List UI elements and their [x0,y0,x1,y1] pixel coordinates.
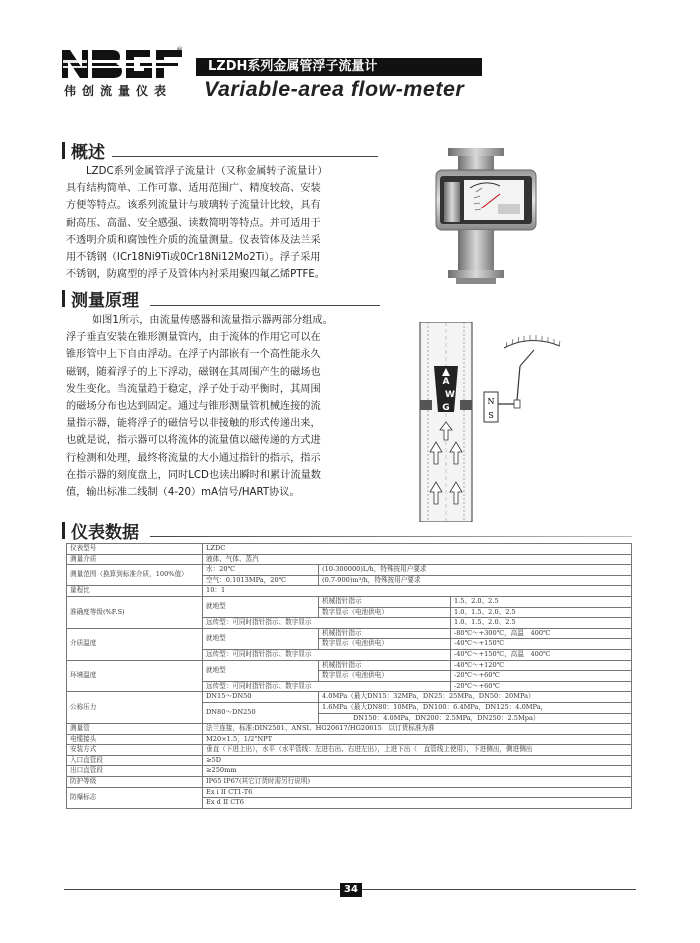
cell-value: 1.0、1.5、2.0、2.5 [451,607,632,618]
title-en: Variable-area flow-meter [204,78,465,101]
cell-sub: 机械指针指示 [319,660,451,671]
cell-value: 法兰连接，标准:DIN2501、ANSI、HG20617/HG20615 以订货标准为准 [203,724,632,735]
overview-line: 用不锈钢（ICr18Ni9Ti或0Cr18Ni12Mo2Ti）。浮子采用 [66,252,321,264]
cell-label: 安装方式 [67,745,203,756]
cell-value: -80℃～+300℃，高温 400℃ [451,628,632,639]
spec-table [66,543,632,809]
cell-value: -40℃～+150℃，高温 400℃ [451,649,632,660]
cell-value: M20×1.5，1/2"NPT [203,734,632,745]
table-row [67,596,632,607]
table-row [67,660,632,671]
label-g: G [442,403,450,413]
heading-bar [62,290,65,307]
cell-sub: 数字显示（电池供电） [319,671,451,682]
table-row [67,692,632,703]
cell-value: Ex d II CT6 [203,798,632,809]
label-s: S [488,411,494,420]
cell-label: 测量范围（换算到标准介质，100%值） [67,565,203,586]
table-row [67,628,632,639]
cell-sub: 空气：0.1013MPa，20℃ [203,575,319,586]
overview-line: 不透明介质和腐蚀性介质的流量测量。仪表管体及法兰采 [66,234,321,246]
overview-line: 具有结构简单、工作可靠、适用范围广、精度较高、安装 [66,183,321,195]
cell-value: ≥5D [203,755,632,766]
table-row [67,766,632,777]
cell-label: 量程比 [67,586,203,597]
overview-paragraph [66,163,380,283]
principle-line: 浮子垂直安装在锥形测量管内，由于流体的作用它可以在 [66,332,321,344]
cell-sub: 机械指针指示 [319,628,451,639]
cell-value: Ex i II CT1-T6 [203,787,632,798]
cell-label: 出口直管段 [67,766,203,777]
cell-label: 环境温度 [67,660,203,692]
principle-title: 测量原理 [71,291,139,311]
cell-sub: 就地型 [203,660,319,681]
table-row [67,745,632,756]
principle-line: 锥形管中上下自由浮动。在浮子内部嵌有一个高性能永久 [66,349,321,361]
principle-heading [62,286,139,311]
cell-sub: 远传型：可同时指针指示、数字显示 [203,681,451,692]
principle-line: 也就是说，指示器可以将流体的流量值以磁传递的方式进 [66,435,321,447]
principle-line: 值，输出标准二线制（4-20）mA信号/HART协议。 [66,487,300,499]
table-row [67,755,632,766]
flowmeter-photo [430,148,542,288]
cell-value: 1.5、2.0、2.5 [451,596,632,607]
overview-heading [62,138,105,163]
label-a: A [442,377,450,387]
page-number: 34 [340,883,362,897]
principle-line: 的磁场分布也达到固定。通过与锥形测量管机械连接的流 [66,401,321,413]
table-row [67,734,632,745]
cell-value: -20℃～+60℃ [451,671,632,682]
principle-paragraph [66,312,380,501]
principle-line: 量指示器，能将浮子的磁信号以非接触的形式传递出来， [66,418,321,430]
cell-value: IP65 IP67(其它订货时需另行说明) [203,777,632,788]
label-n: N [487,397,495,406]
cell-sub: 数字显示（电池供电） [319,607,451,618]
overview-line: 方便等特点。该系列流量计与玻璃转子流量计比较，具有 [66,200,321,212]
cell-value: 1.0、1.5、2.0、2.5 [451,618,632,629]
cell-sub: 水：20℃ [203,565,319,576]
overview-line: 不锈钢，防腐型的浮子及管体内衬采用聚四氟乙烯PTFE。 [66,269,325,281]
table-row [67,565,632,576]
cell-label: 介质温度 [67,628,203,660]
cell-value: DN150：4.0MPa，DN200：2.5MPa，DN250：2.5Mpa） [319,713,632,724]
specs-title: 仪表数据 [71,523,139,543]
principle-line: 发生变化。当流量趋于稳定，浮子处于动平衡时，其周围 [66,383,321,395]
overview-line: LZDC系列金属管浮子流量计（又称金属转子流量计） [86,166,328,177]
principle-line: 如图1所示，由流量传感器和流量指示器两部分组成。 [92,315,333,326]
cell-sub: 就地型 [203,628,319,649]
cell-sub: DN15～DN50 [203,692,319,703]
principle-line: 行检测和处理，最终将流量的大小通过指针的指示，指示 [66,452,321,464]
cell-sub: 远传型：可同时指针指示、数字显示 [203,649,451,660]
cell-sub: 远传型：可同时指针指示、数字显示 [203,618,451,629]
cell-label: 公称压力 [67,692,203,724]
heading-bar [62,142,65,159]
company-name: 伟创流量仪表 [64,84,173,98]
cell-label: 准确度等级(%F.S) [67,596,203,628]
cell-value: 液体、气体、蒸汽 [203,554,632,565]
cell-label: 测量介质 [67,554,203,565]
specs-heading [62,518,139,543]
principle-line: 在指示器的刻度盘上，同时LCD也读出瞬时和累计流量数 [66,469,321,481]
table-row [67,777,632,788]
cell-value: 1.6MPa（最大DN80：10MPa，DN100：6.4MPa，DN125：4.0MPa， [319,702,632,713]
cell-sub: 机械指针指示 [319,596,451,607]
cell-label: 入口直管段 [67,755,203,766]
title-cn: LZDH系列金属管浮子流量计 [196,58,482,76]
cell-value: -40℃～+120℃ [451,660,632,671]
table-row [67,586,632,597]
cell-sub: 就地型 [203,596,319,617]
table-row [67,724,632,735]
table-row [67,787,632,798]
nbgf-logo-icon [62,48,184,80]
overview-rule [112,156,378,157]
page-footer [64,883,636,897]
cell-value: 4.0MPa（最大DN15：32MPa，DN25：25MPa，DN50：20MPa） [319,692,632,703]
heading-bar [62,522,65,539]
principle-diagram [400,322,568,522]
cell-value: 10：1 [203,586,632,597]
table-row [67,554,632,565]
cell-value: (0.7-900)m³/h，特殊按用户要求 [319,575,632,586]
cell-label: 防爆标志 [67,787,203,808]
cell-value: LZDC [203,544,632,555]
cell-value: -20℃～+60℃ [451,681,632,692]
principle-line: 磁钢，随着浮子的上下浮动，磁钢在其周围产生的磁场也 [66,366,321,378]
cell-value: -40℃～+150℃ [451,639,632,650]
company-logo [62,48,192,100]
principle-rule [150,305,380,306]
cell-value: (10-300000)L/h，特殊按用户要求 [319,565,632,576]
cell-label: 仪表型号 [67,544,203,555]
overview-line: 耐高压、高温、安全感强、读数简明等特点。并可适用于 [66,217,321,229]
cell-label: 防护等级 [67,777,203,788]
cell-sub: 数字显示（电池供电） [319,639,451,650]
registered-mark: ® [176,46,183,54]
table-row [67,544,632,555]
label-w: W [445,390,455,400]
cell-label: 测量管 [67,724,203,735]
cell-value: ≥250mm [203,766,632,777]
specs-rule [150,536,632,537]
cell-sub: DN80～DN250 [203,702,319,723]
cell-value: 垂直（下进上出），水平（水平管线：左进右出、右进左出），上进下出（ 直管线上使用），下进侧出，侧进侧出 [203,745,632,756]
overview-title: 概述 [71,143,105,163]
cell-label: 电缆接头 [67,734,203,745]
